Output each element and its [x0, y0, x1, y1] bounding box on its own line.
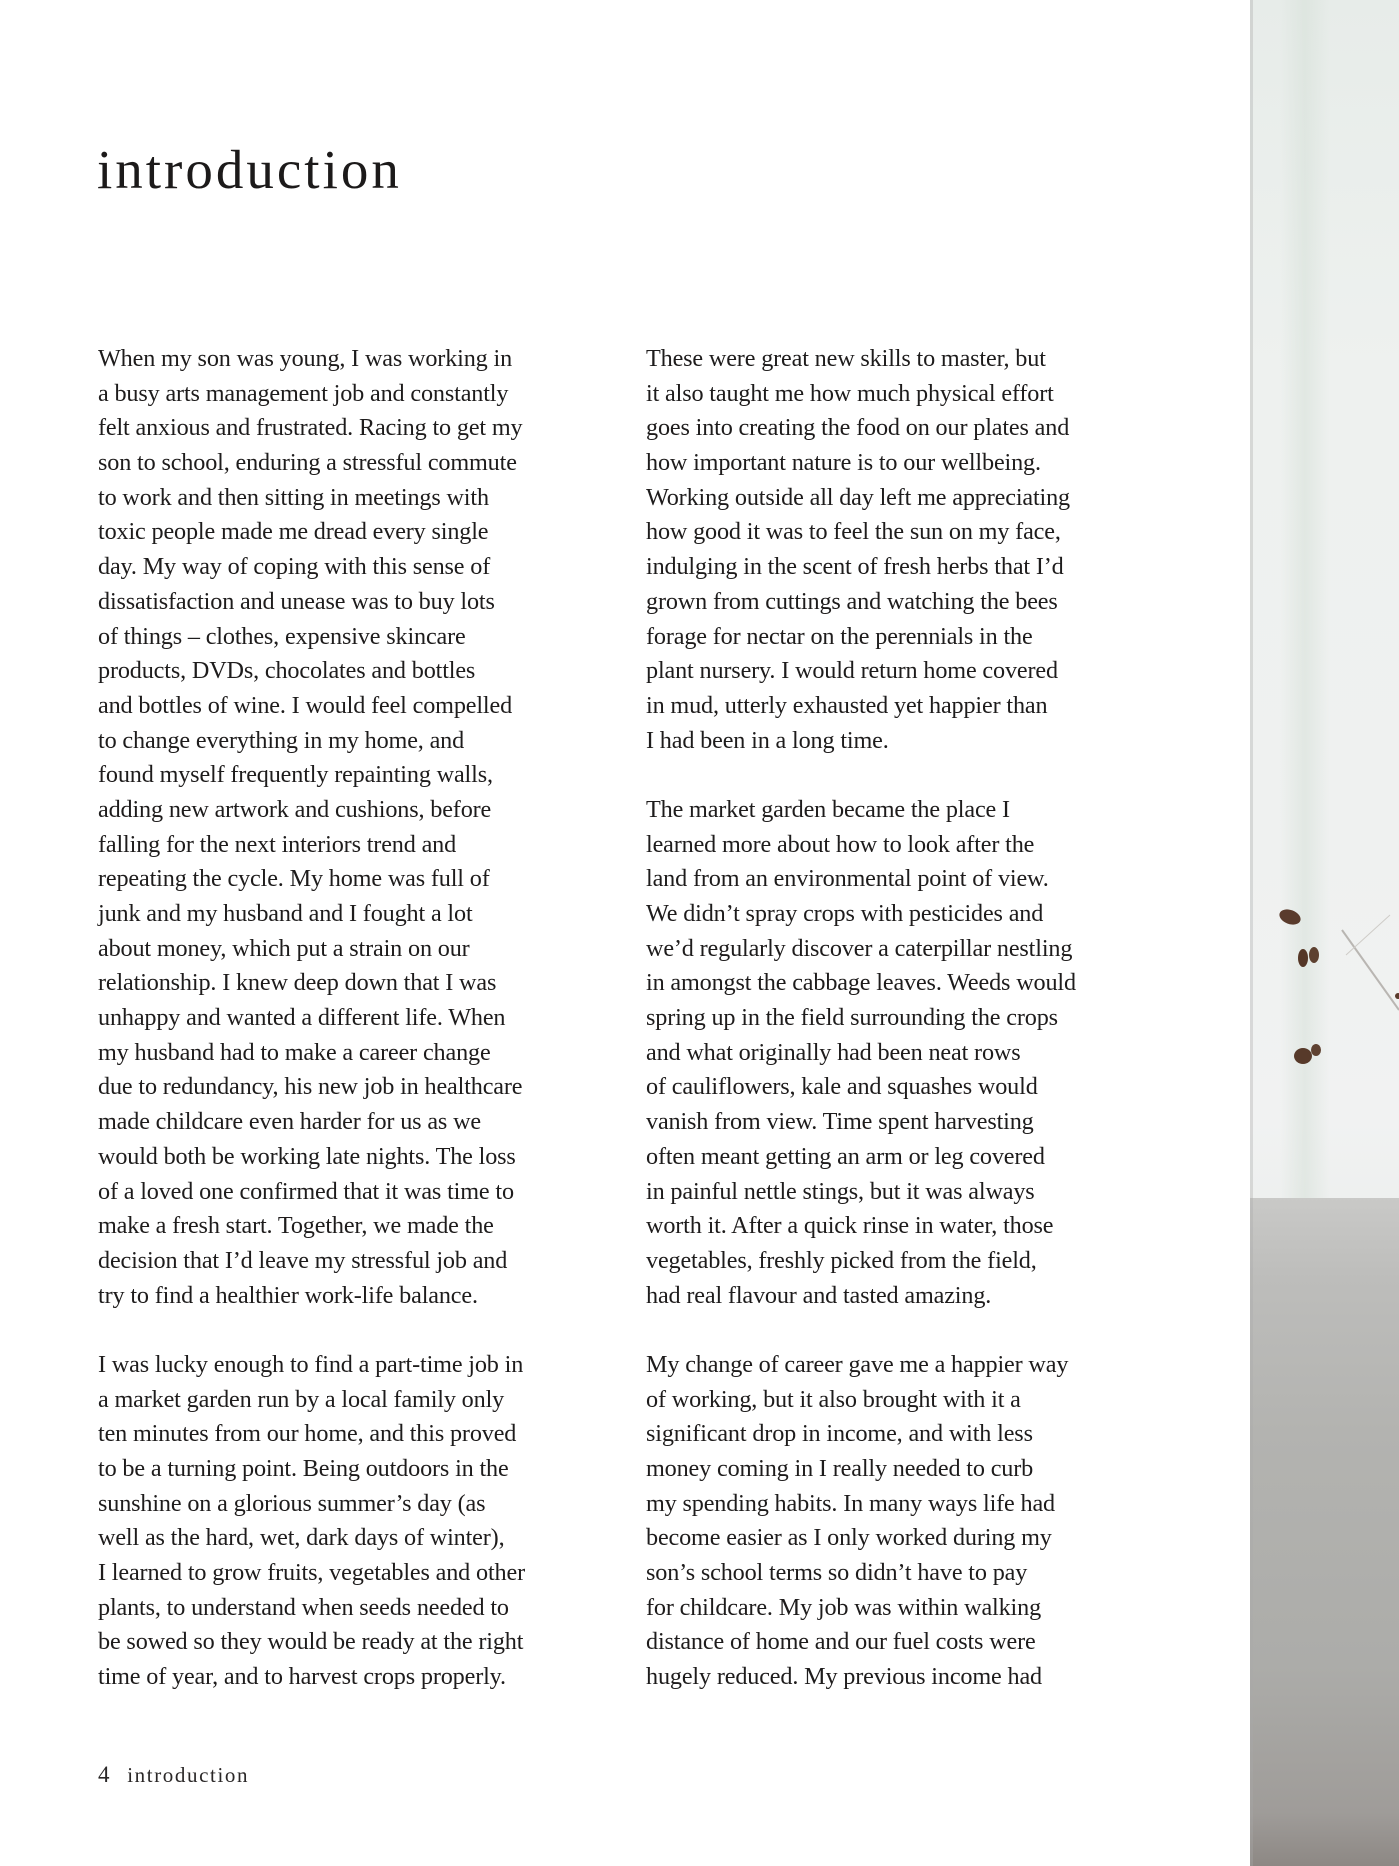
- text-line: products, DVDs, chocolates and bottles: [98, 657, 476, 685]
- seed-head: [1395, 993, 1399, 999]
- text-line: often meant getting an arm or leg covered: [646, 1142, 1045, 1170]
- text-line: falling for the next interiors trend and: [98, 830, 457, 858]
- text-line: a busy arts management job and constantly: [98, 379, 509, 407]
- text-line: in mud, utterly exhausted yet happier than: [646, 691, 1048, 719]
- text-column-left: [98, 342, 638, 1730]
- text-line: about money, which put a strain on our: [98, 934, 470, 962]
- seed-head: [1277, 907, 1302, 928]
- text-line: son to school, enduring a stressful commute: [98, 449, 517, 477]
- chapter-title: introduction: [97, 139, 402, 200]
- seed-head: [1298, 949, 1308, 967]
- text-line: spring up in the field surrounding the crops: [646, 1004, 1058, 1032]
- paragraph: [98, 1348, 638, 1695]
- text-line: sunshine on a glorious summer’s day (as: [98, 1489, 486, 1517]
- text-line: I learned to grow fruits, vegetables and other: [98, 1559, 525, 1587]
- text-line: would both be working late nights. The loss: [98, 1142, 516, 1170]
- text-line: it also taught me how much physical effort: [646, 379, 1054, 407]
- text-line: indulging in the scent of fresh herbs that I’d: [646, 553, 1064, 581]
- text-line: to be a turning point. Being outdoors in the: [98, 1455, 509, 1482]
- seed-head: [1311, 1044, 1321, 1056]
- text-line: time of year, and to harvest crops properly.: [98, 1663, 506, 1691]
- grass-stem: [1342, 930, 1399, 1010]
- grass-stem: [1346, 915, 1390, 955]
- paragraph: [646, 1348, 1186, 1695]
- text-line: plants, to understand when seeds needed to: [98, 1593, 509, 1621]
- text-line: had real flavour and tasted amazing.: [646, 1281, 992, 1309]
- seed-head: [1309, 947, 1319, 963]
- text-line: significant drop in income, and with less: [646, 1420, 1033, 1448]
- page-footer: [98, 1763, 249, 1786]
- text-line: When my son was young, I was working in: [98, 345, 513, 372]
- text-line: decision that I’d leave my stressful job and: [98, 1246, 508, 1274]
- text-column-right: [646, 342, 1186, 1730]
- page-number: 4: [98, 1762, 110, 1787]
- text-line: found myself frequently repainting walls,: [98, 761, 493, 789]
- text-line: My change of career gave me a happier way: [646, 1350, 1069, 1378]
- text-line: of cauliflowers, kale and squashes would: [646, 1073, 1038, 1101]
- text-line: relationship. I knew deep down that I was: [98, 969, 497, 997]
- text-line: son’s school terms so didn’t have to pay: [646, 1559, 1028, 1587]
- text-line: toxic people made me dread every single: [98, 518, 489, 546]
- photo-strip: [1250, 0, 1399, 1866]
- text-line: of a loved one confirmed that it was time to: [98, 1177, 514, 1205]
- text-line: made childcare even harder for us as we: [98, 1108, 481, 1136]
- text-line: vanish from view. Time spent harvesting: [646, 1108, 1034, 1136]
- text-line: grown from cuttings and watching the bees: [646, 587, 1058, 615]
- photo-edge: [1250, 0, 1253, 1866]
- text-line: try to find a healthier work-life balance.: [98, 1281, 478, 1309]
- text-line: be sowed so they would be ready at the right: [98, 1628, 524, 1656]
- text-line: hugely reduced. My previous income had: [646, 1663, 1042, 1691]
- text-line: worth it. After a quick rinse in water, those: [646, 1212, 1054, 1240]
- text-line: These were great new skills to master, but: [646, 345, 1046, 372]
- paragraph: [646, 793, 1186, 1313]
- text-line: we’d regularly discover a caterpillar nestling: [646, 934, 1073, 962]
- text-line: how good it was to feel the sun on my face,: [646, 518, 1061, 546]
- text-line: make a fresh start. Together, we made the: [98, 1212, 494, 1240]
- text-line: We didn’t spray crops with pesticides and: [646, 900, 1044, 927]
- text-line: due to redundancy, his new job in healthcare: [98, 1073, 523, 1101]
- text-line: a market garden run by a local family only: [98, 1385, 505, 1413]
- text-line: in amongst the cabbage leaves. Weeds would: [646, 969, 1076, 997]
- text-line: become easier as I only worked during my: [646, 1524, 1052, 1552]
- text-line: of working, but it also brought with it a: [646, 1385, 1021, 1413]
- text-line: distance of home and our fuel costs were: [646, 1628, 1036, 1656]
- text-line: ten minutes from our home, and this proved: [98, 1420, 517, 1448]
- text-line: my spending habits. In many ways life had: [646, 1489, 1055, 1517]
- text-line: how important nature is to our wellbeing.: [646, 449, 1041, 477]
- text-line: and what originally had been neat rows: [646, 1038, 1021, 1066]
- text-line: and bottles of wine. I would feel compelled: [98, 691, 513, 719]
- text-line: learned more about how to look after the: [646, 830, 1035, 858]
- text-line: forage for nectar on the perennials in the: [646, 622, 1033, 650]
- text-line: The market garden became the place I: [646, 795, 1010, 823]
- text-line: of things – clothes, expensive skincare: [98, 622, 466, 650]
- text-line: in painful nettle stings, but it was always: [646, 1177, 1035, 1205]
- text-line: plant nursery. I would return home covered: [646, 657, 1058, 685]
- text-line: to change everything in my home, and: [98, 726, 465, 754]
- running-head: introduction: [127, 1763, 250, 1787]
- text-line: for childcare. My job was within walking: [646, 1593, 1042, 1621]
- text-line: junk and my husband and I fought a lot: [98, 900, 473, 927]
- text-line: money coming in I really needed to curb: [646, 1455, 1034, 1482]
- text-line: vegetables, freshly picked from the field,: [646, 1246, 1037, 1274]
- text-line: well as the hard, wet, dark days of winter),: [98, 1524, 505, 1552]
- text-line: felt anxious and frustrated. Racing to get my: [98, 414, 523, 442]
- text-line: I had been in a long time.: [646, 726, 889, 754]
- paragraph: [98, 342, 638, 1313]
- text-line: day. My way of coping with this sense of: [98, 553, 491, 581]
- text-line: dissatisfaction and unease was to buy lots: [98, 587, 495, 615]
- text-line: Working outside all day left me appreciating: [646, 483, 1071, 511]
- text-line: repeating the cycle. My home was full of: [98, 865, 490, 893]
- grass-stems-illustration: [1250, 0, 1399, 1866]
- text-line: I was lucky enough to find a part-time job in: [98, 1350, 524, 1378]
- text-line: goes into creating the food on our plates and: [646, 414, 1070, 442]
- text-line: to work and then sitting in meetings with: [98, 483, 489, 511]
- seed-head: [1294, 1048, 1312, 1064]
- text-line: land from an environmental point of view.: [646, 865, 1049, 893]
- text-line: my husband had to make a career change: [98, 1038, 491, 1066]
- text-line: unhappy and wanted a different life. When: [98, 1004, 506, 1032]
- paragraph: [646, 342, 1186, 758]
- text-line: adding new artwork and cushions, before: [98, 795, 492, 823]
